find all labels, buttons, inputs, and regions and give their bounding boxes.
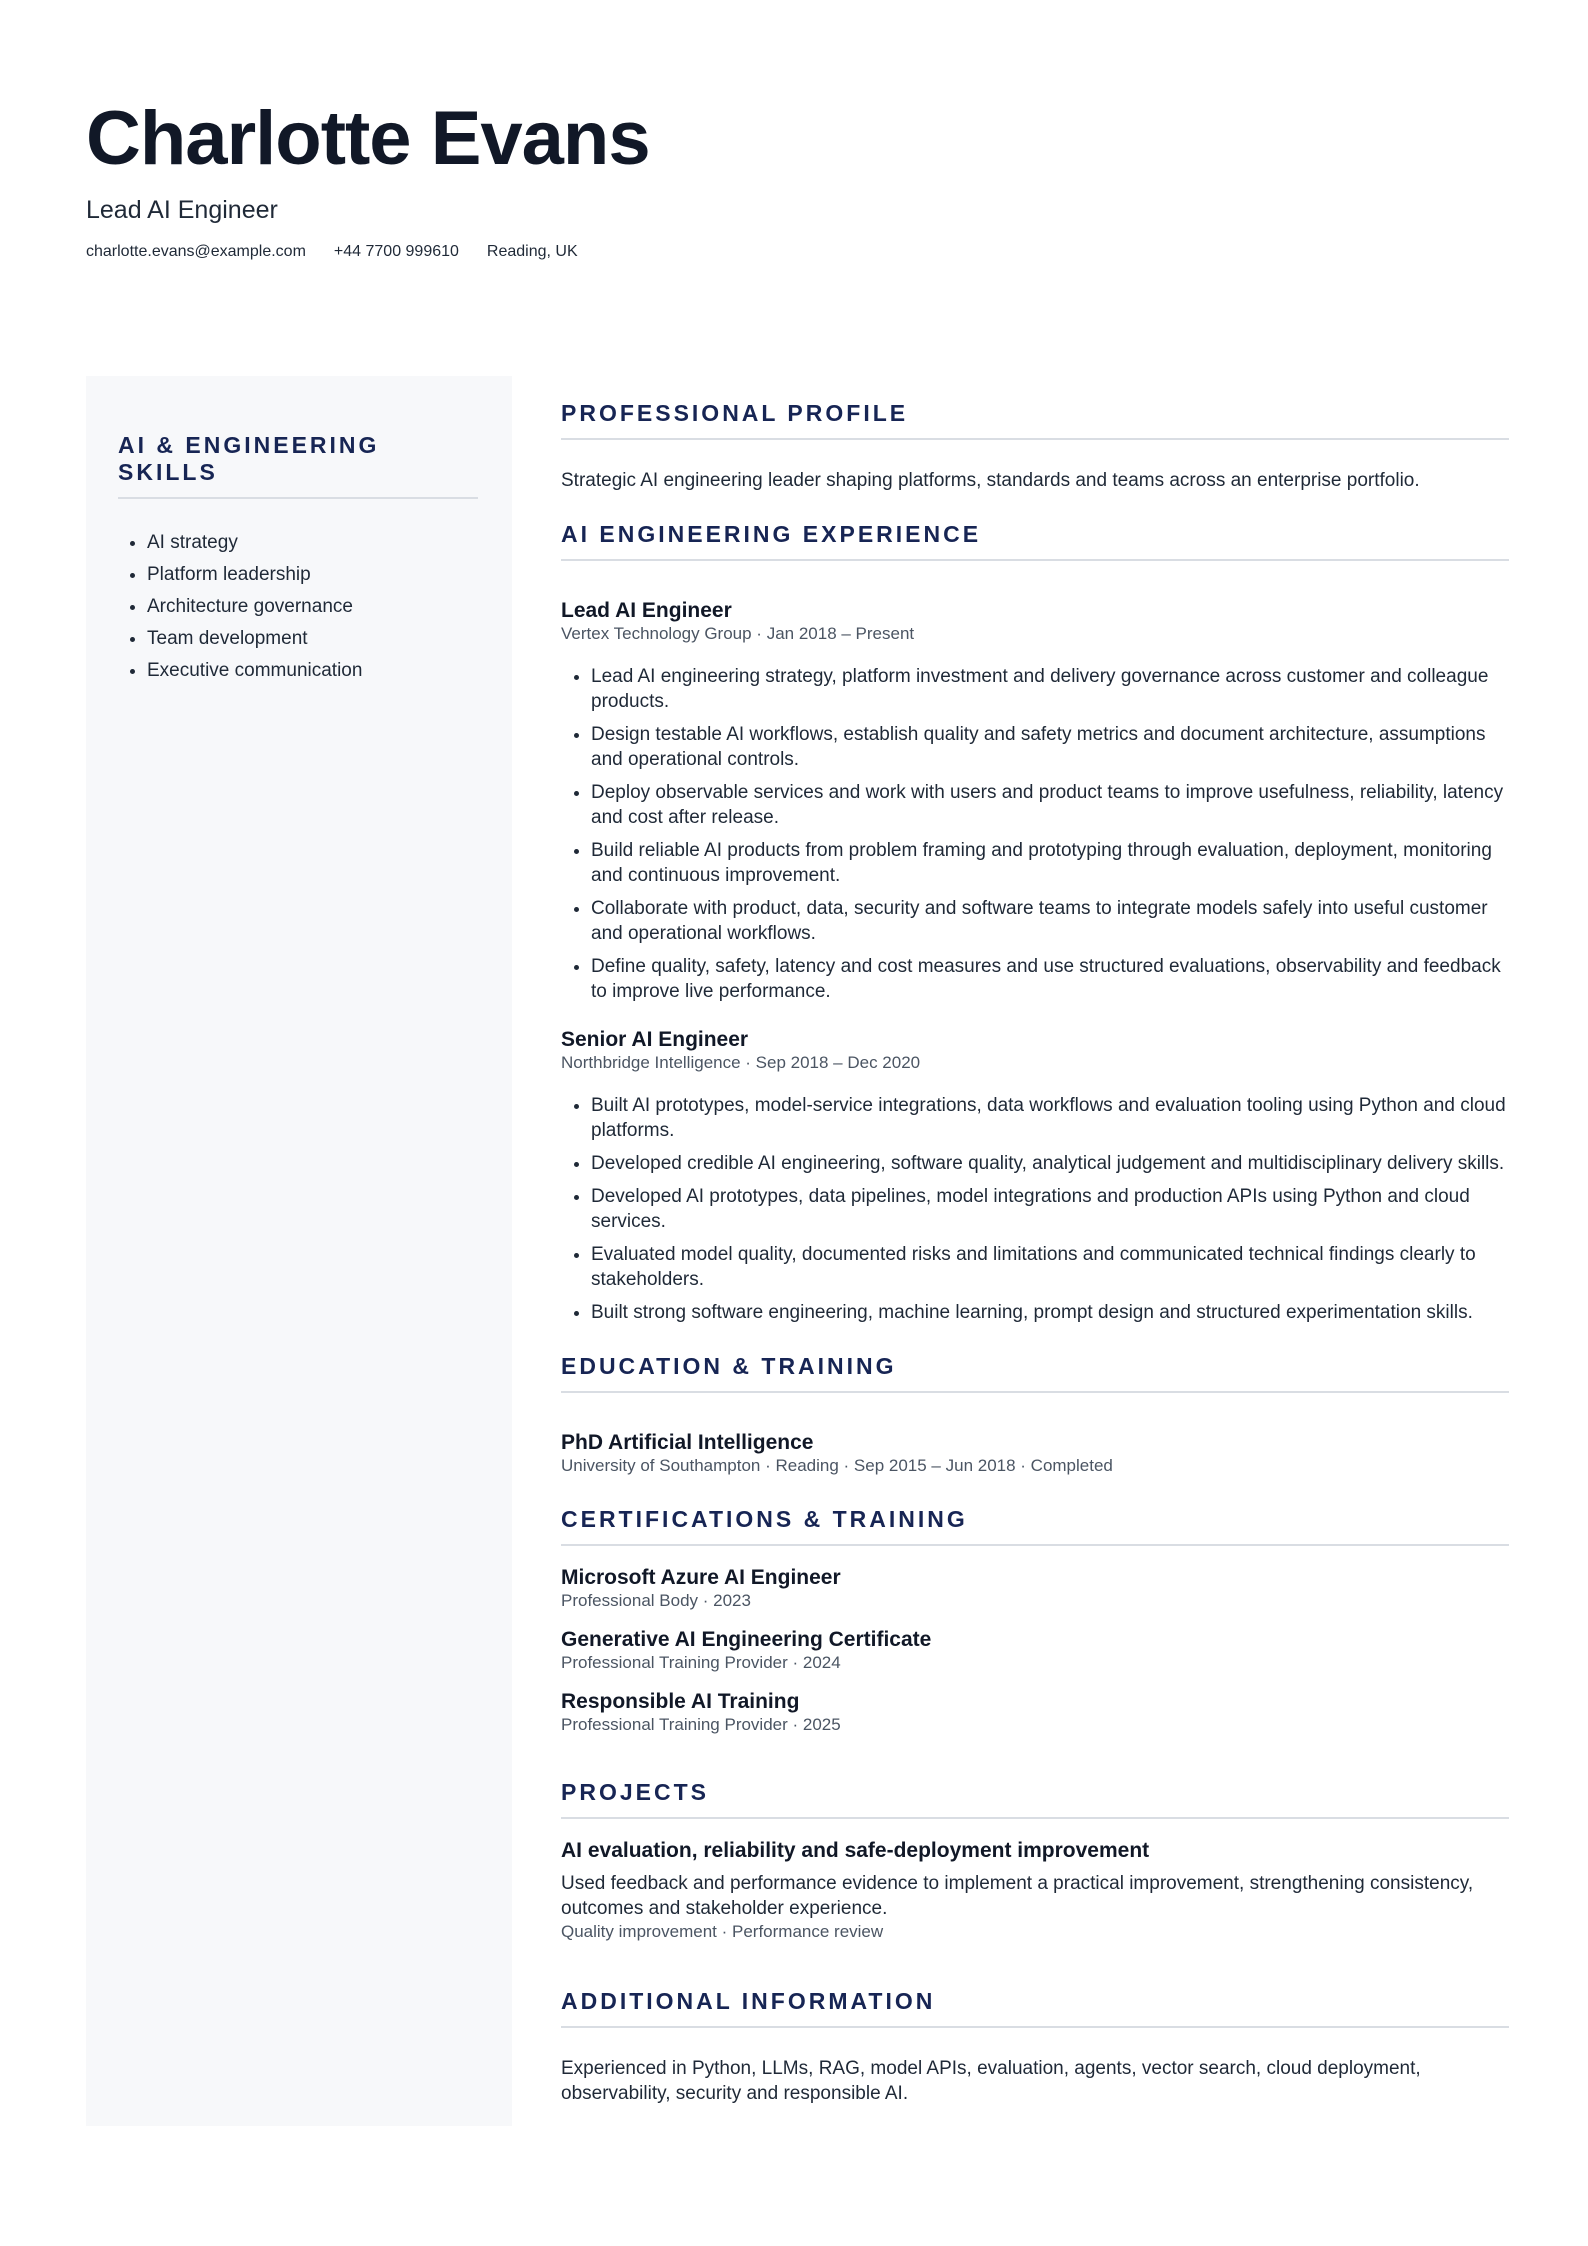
additional-text: Experienced in Python, LLMs, RAG, model APIs, evaluation, agents, vector search, cloud deployment, observability, security and responsible AI.: [561, 2058, 1421, 2104]
cert-name: Generative AI Engineering Certificate: [561, 1628, 932, 1651]
job-bullet: • Collaborate with product, data, security and software teams to integrate models safely into useful customer and operational workflows.: [591, 896, 1509, 946]
job-meta: Northbridge Intelligence · Sep 2018 – Dec 2020: [561, 1053, 921, 1072]
profile-text: Strategic AI engineering leader shaping platforms, standards and teams across an enterprise portfolio.: [561, 470, 1420, 491]
job-bullets: [561, 664, 1509, 1004]
contact-email[interactable]: charlotte.evans@example.com: [86, 243, 306, 260]
contact-line: [86, 243, 650, 261]
cert-entry: [561, 1628, 1509, 1673]
job-bullet: • Developed credible AI engineering, software quality, analytical judgement and multidisciplinary delivery skills.: [591, 1151, 1509, 1176]
additional-heading: ADDITIONAL INFORMATION: [561, 1988, 1509, 2028]
skills-sidebar: [86, 376, 512, 2126]
job-bullet: • Deploy observable services and work with users and product teams to improve usefulness, reliability, latency and cost after release.: [591, 780, 1509, 830]
job-bullet: • Lead AI engineering strategy, platform investment and delivery governance across customer and colleague products.: [591, 664, 1509, 714]
degree-meta: University of Southampton · Reading · Sep 2015 – Jun 2018 · Completed: [561, 1456, 1113, 1475]
projects-section: [561, 1779, 1509, 1942]
education-section: [561, 1353, 1509, 1476]
job-title: Senior AI Engineer: [561, 1028, 749, 1051]
experience-section: [561, 521, 1509, 1325]
skills-list: [118, 527, 478, 687]
job-bullet: • Build reliable AI products from problem framing and prototyping through evaluation, deployment, monitoring and continuous improvement.: [591, 838, 1509, 888]
cert-entry: [561, 1690, 1509, 1735]
cert-meta: Professional Training Provider · 2024: [561, 1653, 841, 1672]
profile-heading: PROFESSIONAL PROFILE: [561, 400, 1509, 440]
job-bullet: • Evaluated model quality, documented risks and limitations and communicated technical findings clearly to stakeholders.: [591, 1242, 1509, 1292]
experience-heading: AI ENGINEERING EXPERIENCE: [561, 521, 1509, 561]
contact-phone[interactable]: +44 7700 999610: [333, 243, 459, 260]
candidate-name: Charlotte Evans: [86, 96, 650, 181]
cert-meta: Professional Body · 2023: [561, 1591, 751, 1610]
skill-item: • AI strategy: [147, 527, 478, 559]
skill-item: • Executive communication: [147, 655, 478, 687]
job-entry: [561, 599, 1509, 1004]
education-heading: EDUCATION & TRAINING: [561, 1353, 1509, 1393]
job-bullet: • Define quality, safety, latency and cost measures and use structured evaluations, observability and feedback to improve live performance.: [591, 954, 1509, 1004]
cert-entry: [561, 1566, 1509, 1611]
job-title: Lead AI Engineer: [561, 599, 732, 622]
cert-meta: Professional Training Provider · 2025: [561, 1715, 841, 1734]
skill-item: • Platform leadership: [147, 559, 478, 591]
job-entry: [561, 1028, 1509, 1325]
cert-name: Microsoft Azure AI Engineer: [561, 1566, 841, 1589]
cert-name: Responsible AI Training: [561, 1690, 800, 1713]
skill-item: • Architecture governance: [147, 591, 478, 623]
project-meta: Quality improvement · Performance review: [561, 1922, 884, 1941]
projects-heading: PROJECTS: [561, 1779, 1509, 1819]
skills-heading: AI & ENGINEERING SKILLS: [118, 432, 478, 499]
job-bullet: • Built strong software engineering, machine learning, prompt design and structured experimentation skills.: [591, 1300, 1509, 1325]
job-meta: Vertex Technology Group · Jan 2018 – Present: [561, 624, 915, 643]
job-bullet: • Built AI prototypes, model-service integrations, data workflows and evaluation tooling using Python and cloud platforms.: [591, 1093, 1509, 1143]
main-column: [561, 400, 1509, 2106]
job-bullets: [561, 1093, 1509, 1325]
job-bullet: • Developed AI prototypes, data pipelines, model integrations and production APIs using Python and cloud services.: [591, 1184, 1509, 1234]
contact-location: Reading, UK: [486, 243, 578, 260]
project-title: AI evaluation, reliability and safe-deployment improvement: [561, 1839, 1150, 1862]
candidate-title: Lead AI Engineer: [86, 196, 278, 224]
additional-section: [561, 1988, 1509, 2106]
certifications-heading: CERTIFICATIONS & TRAINING: [561, 1506, 1509, 1546]
skill-item: • Team development: [147, 623, 478, 655]
degree-title: PhD Artificial Intelligence: [561, 1431, 814, 1454]
certifications-section: [561, 1506, 1509, 1735]
project-text: Used feedback and performance evidence to implement a practical improvement, strengthening consistency, outcomes and stakeholder experience.: [561, 1873, 1474, 1919]
job-bullet: • Design testable AI workflows, establish quality and safety metrics and document architecture, assumptions and operational controls.: [591, 722, 1509, 772]
resume-header: [86, 92, 650, 261]
profile-section: [561, 400, 1509, 493]
